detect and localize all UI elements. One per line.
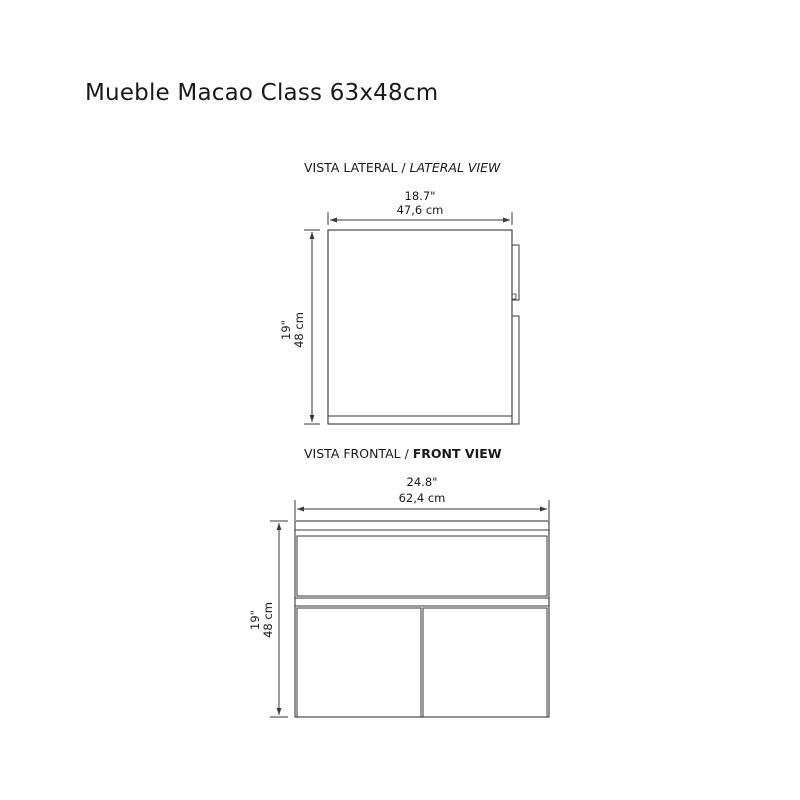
front-view [248, 446, 549, 717]
lateral-handle-detail [512, 294, 516, 299]
front-door-right [423, 608, 547, 717]
lateral-height-inches: 19" [279, 320, 293, 340]
page-title: Mueble Macao Class 63x48cm [85, 80, 439, 106]
front-door-left [297, 608, 421, 717]
lateral-drawer-front-upper [512, 245, 519, 300]
lateral-view-heading [304, 160, 501, 175]
lateral-width-inches: 18.7" [404, 189, 436, 203]
front-width-cm: 62,4 cm [398, 491, 446, 505]
lateral-height-cm: 48 cm [292, 312, 306, 348]
lateral-view [279, 160, 519, 424]
lateral-view-heading-main: VISTA LATERAL / [304, 160, 410, 175]
lateral-door-front-lower [512, 316, 519, 424]
front-view-heading [304, 446, 502, 461]
front-cabinet-body [295, 521, 549, 717]
lateral-view-heading-sub: LATERAL VIEW [409, 160, 501, 175]
front-height-cm: 48 cm [261, 602, 275, 638]
lateral-cabinet-body [328, 230, 512, 424]
lateral-width-cm: 47,6 cm [396, 203, 444, 217]
front-view-heading-sub: FRONT VIEW [412, 446, 502, 461]
front-view-heading-main: VISTA FRONTAL / [304, 446, 413, 461]
front-drawer [297, 536, 547, 596]
front-height-inches: 19" [248, 610, 262, 630]
front-width-inches: 24.8" [406, 475, 438, 489]
